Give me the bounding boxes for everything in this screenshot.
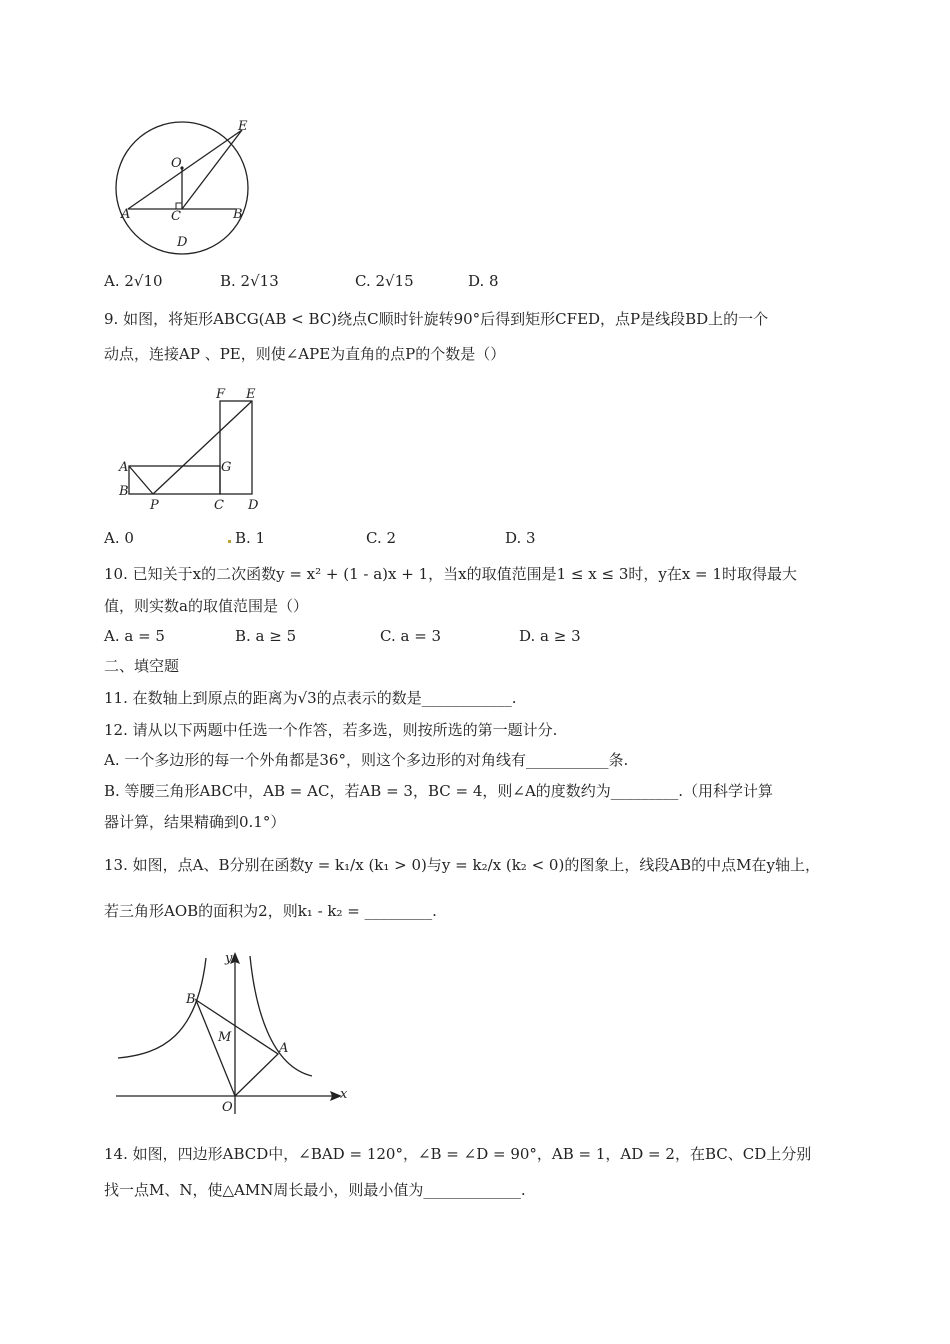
q12-line-a: A. 一个多边形的每一个外角都是36°，则这个多边形的对角线有___________条.	[104, 751, 629, 769]
rect-cfed	[220, 401, 252, 494]
rectangle-figure	[115, 385, 270, 513]
label-E: E	[246, 387, 256, 402]
segment-pe	[153, 401, 252, 494]
label-C: C	[214, 498, 224, 513]
curve-k1	[250, 956, 312, 1076]
q14-line1: 14. 如图，四边形ABCD中，∠BAD = 120°，∠B = ∠D = 90°，AB = 1，AD = 2，在BC、CD上分别	[104, 1145, 812, 1163]
q10-option-a: A. a = 5	[104, 627, 165, 645]
q14-line2: 找一点M、N，使△AMN周长最小，则最小值为_____________.	[104, 1181, 526, 1199]
label-P: P	[150, 498, 159, 513]
label-A: A	[119, 460, 129, 475]
q10-line2: 值，则实数a的取值范围是（）	[104, 597, 308, 615]
stray-dot	[228, 540, 231, 543]
q13-line2: 若三角形AOB的面积为2，则k₁ - k₂ = _________.	[104, 902, 437, 920]
q8-option-b: B. 2√13	[220, 272, 279, 290]
q9-line1: 9. 如图，将矩形ABCG(AB < BC)绕点C顺时针旋转90°后得到矩形CFED，点P是线段BD上的一个	[104, 310, 769, 328]
label-O: O	[222, 1100, 233, 1115]
label-D: D	[177, 235, 188, 250]
label-A: A	[121, 207, 131, 222]
q8-option-a: A. 2√10	[104, 272, 163, 290]
segment-ae	[128, 130, 242, 209]
q9-option-d: D. 3	[505, 529, 536, 547]
segment-ce	[182, 130, 242, 209]
label-A: A	[279, 1041, 289, 1056]
q8-option-d: D. 8	[468, 272, 499, 290]
label-O: O	[171, 156, 182, 171]
label-F: F	[216, 387, 226, 402]
q9-option-b: B. 1	[235, 529, 266, 547]
q9-option-c: C. 2	[366, 529, 397, 547]
q12-line1: 12. 请从以下两题中任选一个作答，若多选，则按所选的第一题计分.	[104, 721, 558, 739]
q12-line-b2: 器计算，结果精确到0.1°）	[104, 813, 286, 831]
label-D: D	[248, 498, 259, 513]
triangle-aob	[196, 1000, 278, 1096]
circle-figure	[108, 110, 268, 255]
section-title: 二、填空题	[104, 657, 180, 675]
q9-line2: 动点，连接AP 、PE，则使∠APE为直角的点P的个数是（）	[104, 345, 506, 363]
label-G: G	[221, 460, 232, 475]
q10-line1: 10. 已知关于x的二次函数y = x² + (1 - a)x + 1，当x的取值范围是1 ≤ x ≤ 3时，y在x = 1时取得最大	[104, 565, 797, 583]
label-C: C	[171, 209, 181, 224]
q10-option-d: D. a ≥ 3	[519, 627, 581, 645]
label-M: M	[218, 1030, 232, 1045]
label-B: B	[119, 484, 129, 499]
q11: 11. 在数轴上到原点的距离为√3的点表示的数是____________.	[104, 689, 517, 707]
label-y: y	[225, 951, 233, 966]
curve-k2	[118, 958, 206, 1058]
label-B: B	[186, 992, 196, 1007]
hyperbola-figure	[112, 946, 357, 1118]
q9-option-a: A. 0	[104, 529, 134, 547]
label-B: B	[233, 207, 243, 222]
q10-option-b: B. a ≥ 5	[235, 627, 297, 645]
q13-line1: 13. 如图，点A、B分别在函数y = k₁/x (k₁ > 0)与y = k₂/x (k₂ < 0)的图象上，线段AB的中点M在y轴上，	[104, 856, 821, 874]
q12-line-b: B. 等腰三角形ABC中，AB = AC，若AB = 3，BC = 4，则∠A的度数约为_________.（用科学计算	[104, 782, 774, 800]
label-x: x	[340, 1087, 348, 1102]
segment-ap	[129, 466, 153, 494]
label-E: E	[238, 119, 248, 134]
rect-abcg	[129, 466, 220, 494]
q10-option-c: C. a = 3	[380, 627, 442, 645]
q8-option-c: C. 2√15	[355, 272, 414, 290]
